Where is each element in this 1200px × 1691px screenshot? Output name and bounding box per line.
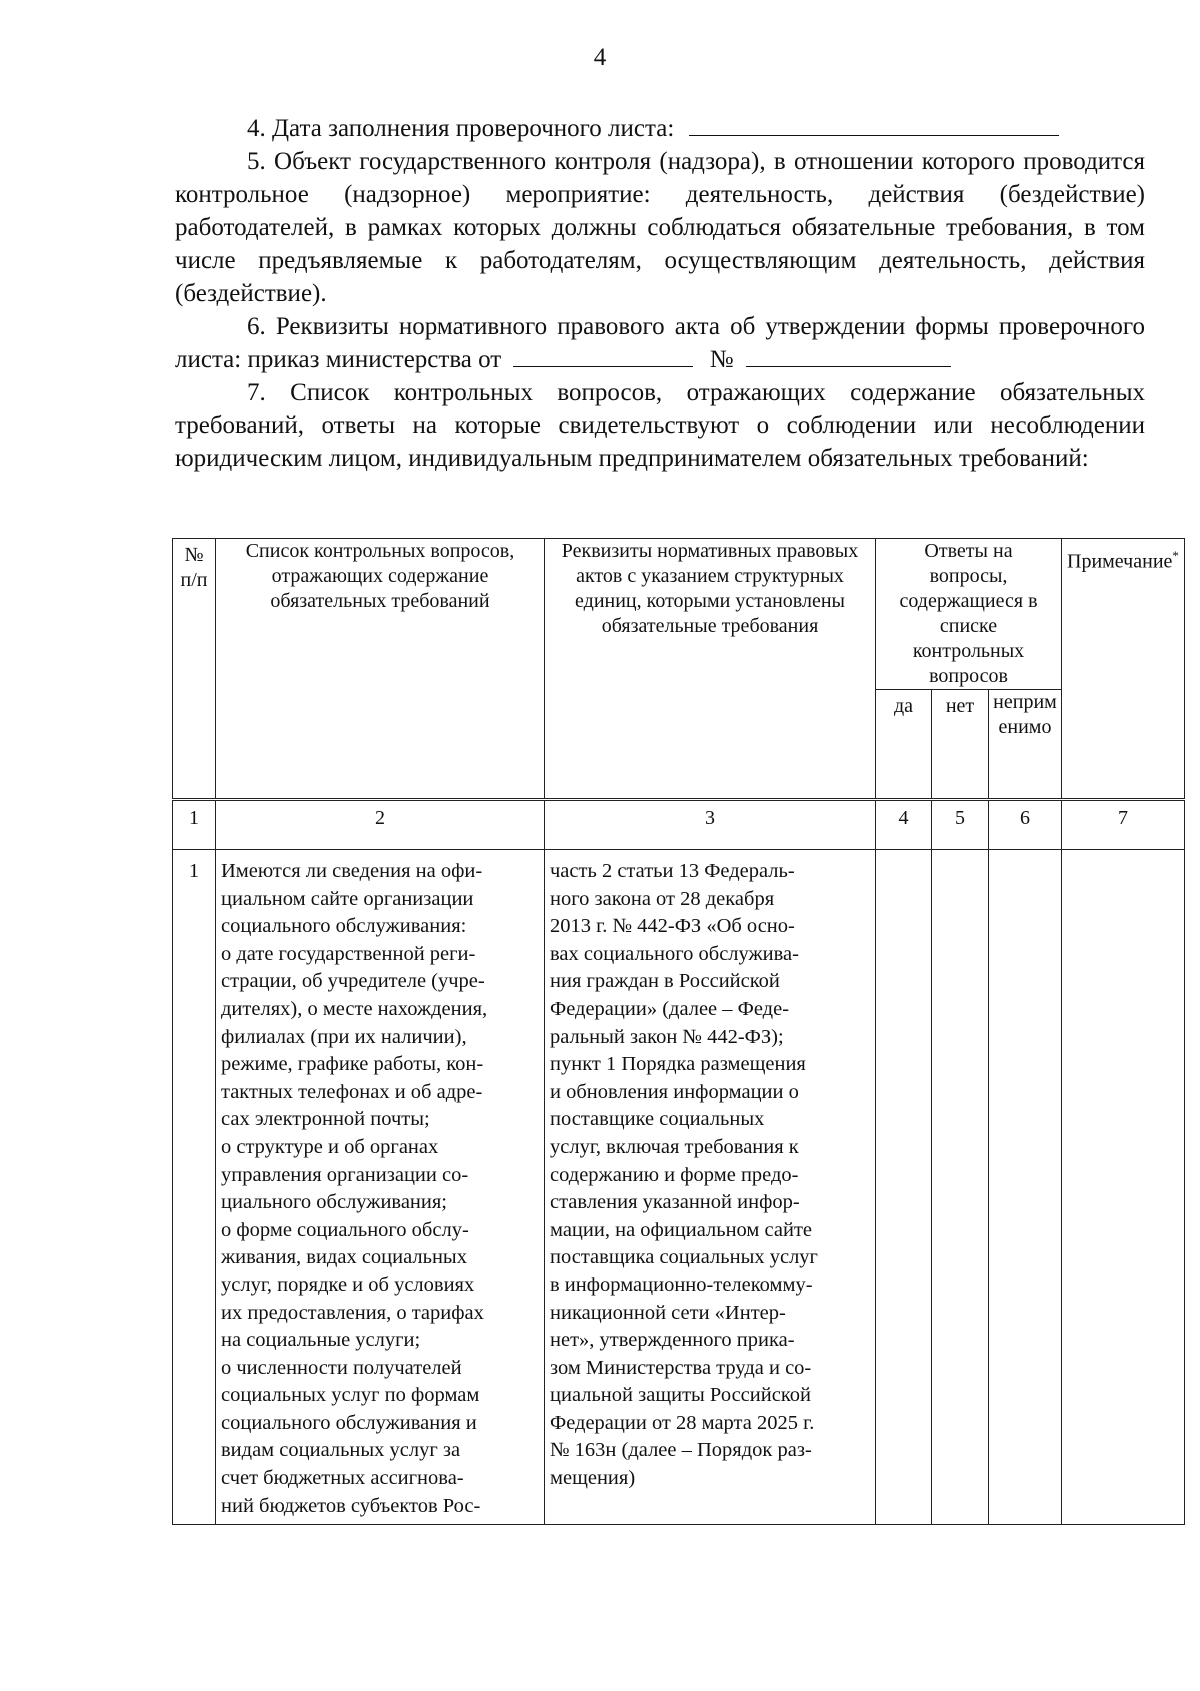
question-line: циального обслуживания; (221, 1191, 447, 1214)
requisite-line: пункт 1 Порядка размещения (550, 1053, 806, 1076)
row-requisites (545, 850, 876, 1525)
requisite-line: в информационно-телекомму- (550, 1273, 813, 1296)
question-line: социального обслуживания и (221, 1411, 477, 1434)
requisite-line: Федерации» (далее – Феде- (550, 997, 790, 1020)
requisite-line: и обновления информации о (550, 1080, 799, 1103)
table-row (173, 850, 1185, 1525)
intro-paragraphs (175, 112, 1145, 475)
column-number: 4 (876, 800, 932, 850)
requisite-line: мации, на официальном сайте (550, 1218, 812, 1241)
header-requisites: Реквизиты нормативных правовых актов с указанием структурных единиц, которыми установлены обязательные требования (545, 539, 876, 800)
header-no: нет (932, 690, 989, 800)
header-yes: да (876, 690, 932, 800)
header-not-applicable: неприменимо (989, 690, 1062, 800)
answer-yes-cell[interactable] (876, 850, 932, 1525)
answer-no-cell[interactable] (932, 850, 989, 1525)
question-line: социального обслуживания: (221, 915, 467, 938)
question-line: ний бюджетов субъектов Рос- (221, 1494, 481, 1517)
question-line: их предоставления, о тарифах (221, 1301, 484, 1324)
column-number: 2 (216, 800, 545, 850)
header-questions: Список контрольных вопросов, отражающих содержание обязательных требований (216, 539, 545, 800)
question-line: дителях), о месте нахождения, (221, 997, 488, 1020)
paragraph-form-requisites-text: 6. Реквизиты нормативного правового акта об утверждении формы проверочного листа: приказ министерства от (175, 313, 1145, 373)
question-line: о дате государственной реги- (221, 942, 476, 965)
requisite-line: услуг, включая требования к (550, 1135, 799, 1158)
requisite-line: № 163н (далее – Порядок раз- (550, 1439, 812, 1462)
requisite-line: вах социального обслужива- (550, 942, 799, 965)
question-line: услуг, порядке и об условиях (221, 1273, 475, 1296)
fill-date-blank[interactable] (689, 113, 1059, 136)
paragraph-control-object: 5. Объект государственного контроля (надзора), в отношении которого проводится контрольное (надзорное) мероприятие: деятельность, действия (бездействие) работодателей, в рамках которых должны соблюдаться обязательные требования, в том числе предъявляемые к работодателям, осуществляющим деятельность, действия (бездействие). (175, 148, 1145, 307)
question-line: режиме, графике работы, кон- (221, 1053, 484, 1076)
question-line: о численности получателей (221, 1356, 462, 1379)
question-line: о форме социального обслу- (221, 1218, 469, 1241)
requisite-line: содержанию и форме предо- (550, 1163, 799, 1186)
column-number: 6 (989, 800, 1062, 850)
requisite-line: 2013 г. № 442-ФЗ «Об осно- (550, 915, 795, 938)
requisite-line: поставщике социальных (550, 1108, 765, 1131)
question-line: о структуре и об органах (221, 1135, 439, 1158)
answer-not-applicable-cell[interactable] (989, 850, 1062, 1525)
requisite-line: часть 2 статьи 13 Федераль- (550, 860, 795, 882)
column-numbers-row (173, 800, 1185, 850)
order-number-sign: № (709, 346, 734, 373)
page-number: 4 (593, 44, 607, 71)
paragraph-form-requisites (175, 310, 1145, 376)
question-line: на социальные услуги; (221, 1329, 421, 1352)
column-number: 3 (545, 800, 876, 850)
paragraph-fill-date (175, 112, 1145, 145)
paragraph-question-list: 7. Список контрольных вопросов, отражающих содержание обязательных требований, ответы на которые свидетельствуют о соблюдении или несоблюдении юридическим лицом, индивидуальным предпринимателем обязательных требований: (175, 379, 1145, 472)
column-number: 1 (173, 800, 216, 850)
row-question (216, 850, 545, 1525)
requisite-line: Федерации от 28 марта 2025 г. (550, 1411, 815, 1434)
row-number: 1 (173, 850, 216, 1525)
paragraph-fill-date-text: 4. Дата заполнения проверочного листа: (247, 115, 675, 142)
requisite-line: нет», утвержденного прика- (550, 1329, 795, 1352)
requisite-line: поставщика социальных услуг (550, 1246, 818, 1269)
order-number-blank[interactable] (746, 344, 951, 367)
question-line: социальных услуг по формам (221, 1384, 480, 1407)
header-note-mark: * (1172, 548, 1179, 563)
requisite-line: ральный закон № 442-ФЗ); (550, 1025, 784, 1048)
requisite-line: ного закона от 28 декабря (550, 887, 775, 910)
requisite-line: ния граждан в Российской (550, 970, 780, 993)
question-line: циальном сайте организации (221, 887, 474, 910)
question-line: страции, об учредителе (учре- (221, 970, 485, 993)
question-line: Имеются ли сведения на офи- (221, 860, 483, 882)
column-number: 7 (1062, 800, 1185, 850)
question-line: сах электронной почты; (221, 1108, 430, 1131)
question-line: управления организации со- (221, 1163, 469, 1186)
question-line: счет бюджетных ассигнова- (221, 1467, 464, 1490)
column-number: 5 (932, 800, 989, 850)
requisite-line: циальной защиты Российской (550, 1384, 811, 1407)
question-line: живания, видах социальных (221, 1246, 467, 1269)
order-date-blank[interactable] (513, 344, 693, 367)
table-header-row (173, 539, 1185, 690)
header-answers: Ответы на вопросы, содержащиеся в списке контрольных вопросов (876, 539, 1062, 690)
requisite-line: ставления указанной инфор- (550, 1191, 800, 1214)
header-num: № п/п (173, 539, 216, 800)
question-line: видам социальных услуг за (221, 1439, 461, 1462)
requisite-line: никационной сети «Интер- (550, 1301, 786, 1324)
header-note (1062, 539, 1185, 800)
note-cell[interactable] (1062, 850, 1185, 1525)
checklist-table-wrapper (172, 538, 1185, 1525)
question-line: тактных телефонах и об адре- (221, 1080, 483, 1103)
header-note-text: Примечание (1067, 550, 1173, 573)
requisite-line: мещения) (550, 1467, 636, 1490)
requisite-line: зом Министерства труда и со- (550, 1356, 812, 1379)
question-line: филиалах (при их наличии), (221, 1025, 467, 1048)
checklist-table (172, 538, 1185, 1525)
